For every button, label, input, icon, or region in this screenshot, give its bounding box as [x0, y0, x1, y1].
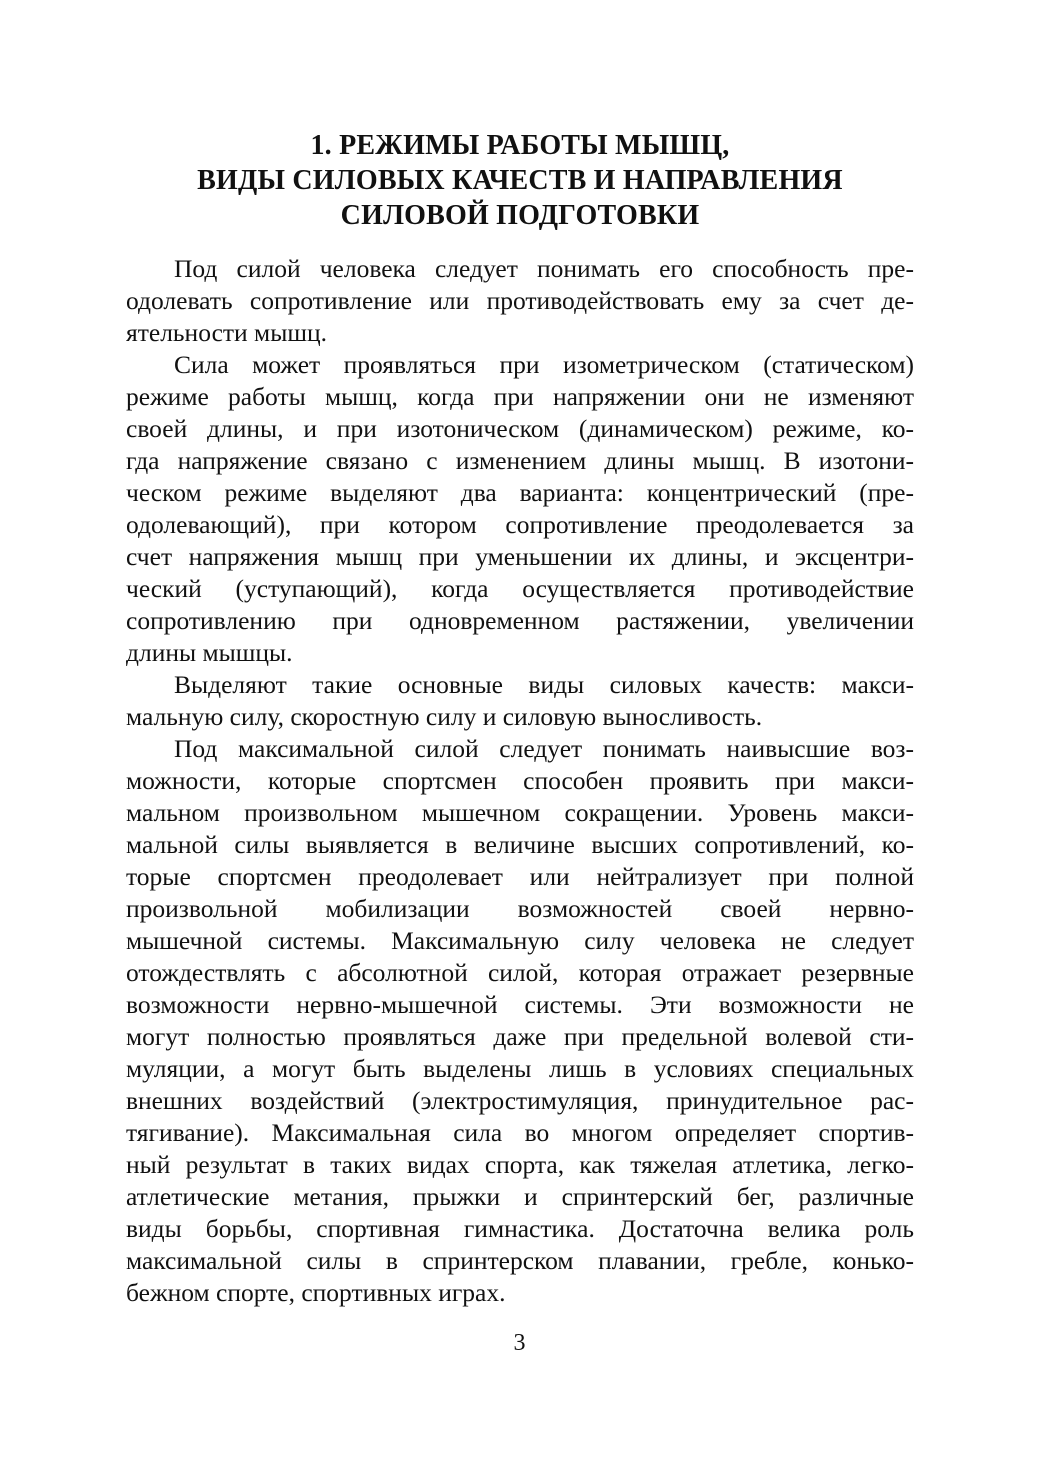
- text-line: Под силой человека следует понимать его способность пре-: [174, 254, 914, 283]
- text-line: Сила может проявляться при изометрическом (статическом): [174, 350, 914, 379]
- text-line: одолевающий), при котором сопротивление преодолевается за: [126, 510, 914, 539]
- text-line: мальном произвольном мышечном сокращении. Уровень макси-: [126, 798, 914, 827]
- text-line: внешних воздействий (электростимуляция, принудительное рас-: [126, 1086, 914, 1115]
- paragraph: [126, 253, 914, 349]
- paragraph: [126, 349, 914, 669]
- text-line: сопротивлению при одновременном растяжении, увеличении: [126, 606, 914, 635]
- page-number: 3: [513, 1330, 526, 1356]
- text-line: одолевать сопротивление или противодействовать ему за счет де-: [126, 286, 914, 315]
- text-line: ятельности мышц.: [126, 318, 327, 347]
- text-line: можности, которые спортсмен способен проявить при макси-: [126, 766, 914, 795]
- body-text: [126, 253, 914, 1309]
- text-line: бежном спорте, спортивных играх.: [126, 1278, 506, 1307]
- paragraph: [126, 669, 914, 733]
- text-line: отождествлять с абсолютной силой, которая отражает резервные: [126, 958, 914, 987]
- heading-line: 1. РЕЖИМЫ РАБОТЫ МЫШЦ,: [310, 130, 730, 161]
- chapter-heading: [100, 128, 940, 233]
- text-line: гда напряжение связано с изменением длины мышц. В изотони-: [126, 446, 914, 475]
- paragraph: [126, 733, 914, 1309]
- text-line: Под максимальной силой следует понимать наивысшие воз-: [174, 734, 914, 763]
- text-line: мальной силы выявляется в величине высших сопротивлений, ко-: [126, 830, 914, 859]
- text-line: Выделяют такие основные виды силовых качеств: макси-: [174, 670, 914, 699]
- text-line: мальную силу, скоростную силу и силовую выносливость.: [126, 702, 763, 731]
- text-line: виды борьбы, спортивная гимнастика. Достаточна велика роль: [126, 1214, 914, 1243]
- text-line: ческий (уступающий), когда осуществляется противодействие: [126, 574, 914, 603]
- text-line: могут полностью проявляться даже при предельной волевой сти-: [126, 1022, 914, 1051]
- heading-line: СИЛОВОЙ ПОДГОТОВКИ: [340, 200, 700, 231]
- text-line: тягивание). Максимальная сила во многом определяет спортив-: [126, 1118, 914, 1147]
- text-line: своей длины, и при изотоническом (динамическом) режиме, ко-: [126, 414, 914, 443]
- text-line: муляции, а могут быть выделены лишь в условиях специальных: [126, 1054, 914, 1083]
- text-line: возможности нервно-мышечной системы. Эти возможности не: [126, 990, 914, 1019]
- text-line: торые спортсмен преодолевает или нейтрализует при полной: [126, 862, 914, 891]
- text-line: счет напряжения мышц при уменьшении их длины, и эксцентри-: [126, 542, 914, 571]
- text-line: длины мышцы.: [126, 638, 293, 667]
- text-line: максимальной силы в спринтерском плавании, гребле, конько-: [126, 1246, 914, 1275]
- heading-line: ВИДЫ СИЛОВЫХ КАЧЕСТВ И НАПРАВЛЕНИЯ: [197, 165, 843, 196]
- text-line: атлетические метания, прыжки и спринтерский бег, различные: [126, 1182, 914, 1211]
- text-line: режиме работы мышц, когда при напряжении они не изменяют: [126, 382, 914, 411]
- text-line: ческом режиме выделяют два варианта: концентрический (пре-: [126, 478, 914, 507]
- text-line: мышечной системы. Максимальную силу человека не следует: [126, 926, 914, 955]
- text-line: произвольной мобилизации возможностей своей нервно-: [126, 894, 914, 923]
- text-line: ный результат в таких видах спорта, как тяжелая атлетика, легко-: [126, 1150, 914, 1179]
